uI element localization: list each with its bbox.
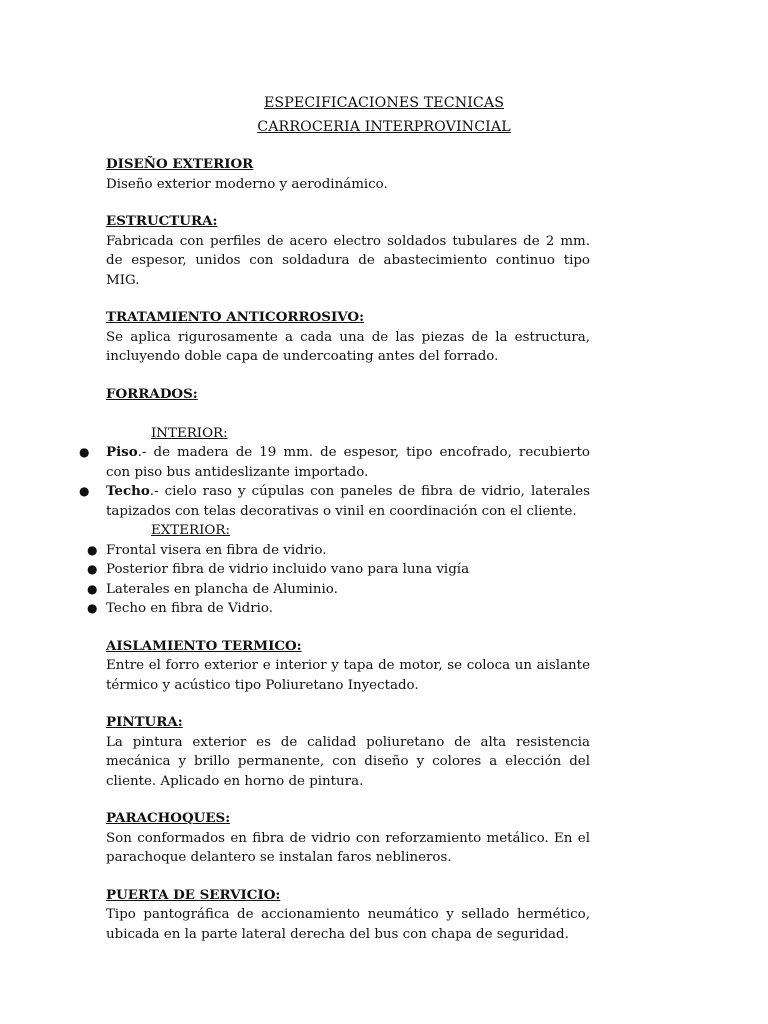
section-heading: TRATAMIENTO ANTICORROSIVO: (106, 309, 365, 325)
interior-list (79, 443, 590, 521)
section-estructura (106, 212, 590, 290)
section-text: Se aplica rigurosamente a cada una de las piezas de la estructura, incluyendo doble capa de undercoating antes del forrado. (106, 329, 590, 364)
document-title-block (0, 91, 768, 139)
item-text: Techo en fibra de Vidrio. (106, 601, 274, 616)
section-text: Diseño exterior moderno y aerodinámico. (106, 176, 388, 192)
section-diseno-exterior (106, 155, 590, 194)
section-heading: DISEÑO EXTERIOR (106, 156, 254, 172)
item-text: .- cielo raso y cúpulas con paneles de fibra de vidrio, laterales tapizados con telas decorativas o vinil en coordinación con el cliente. (106, 484, 590, 519)
document-subtitle: CARROCERIA INTERPROVINCIAL (257, 119, 511, 135)
bullet-icon: ● (87, 601, 98, 615)
item-lead: Techo (106, 483, 150, 499)
section-heading: AISLAMIENTO TERMICO: (106, 637, 302, 654)
interior-subheading: INTERIOR: (151, 425, 228, 441)
bullet-icon: ● (87, 542, 98, 557)
item-lead: Piso (106, 444, 138, 460)
bullet-icon: ● (87, 581, 98, 596)
list-item (87, 599, 590, 619)
section-text: La pintura exterior es de calidad poliuretano de alta resistencia mecánica y brillo permanente, con diseño y colores a elección del cliente. Aplicado en horno de pintura. (106, 734, 590, 789)
section-text: Fabricada con perfiles de acero electro soldados tubulares de 2 mm. de espesor, unidos con soldadura de abastecimiento continuo tipo MIG. (106, 233, 590, 288)
section-forrados (79, 385, 590, 619)
document-title: ESPECIFICACIONES TECNICAS (263, 95, 505, 111)
bullet-icon: ● (87, 562, 98, 576)
section-aislamiento-termico (106, 637, 590, 696)
item-text: .- de madera de 19 mm. de espesor, tipo encofrado, recubierto con piso bus antideslizante importado. (106, 445, 590, 480)
list-item (87, 541, 590, 561)
item-text: Frontal visera en fibra de vidrio. (106, 542, 327, 558)
item-text: Posterior fibra de vidrio incluido vano para luna vigía (106, 562, 470, 577)
section-pintura (106, 713, 590, 791)
list-item (79, 482, 590, 521)
section-text: Entre el forro exterior e interior y tapa de motor, se coloca un aislante térmico y acústico tipo Poliuretano Inyectado. (106, 658, 590, 693)
section-heading: PARACHOQUES: (106, 810, 231, 826)
exterior-subheading: EXTERIOR: (151, 523, 230, 538)
list-item (87, 560, 590, 580)
bullet-icon: ● (79, 484, 90, 498)
section-heading: ESTRUCTURA: (106, 213, 218, 229)
document-body (79, 155, 590, 962)
section-tratamiento-anticorrosivo (106, 308, 590, 367)
list-item (79, 443, 590, 482)
bullet-icon: ● (79, 445, 90, 459)
section-text: Son conformados en fibra de vidrio con reforzamiento metálico. En el parachoque delantero se instalan faros neblineros. (106, 830, 590, 865)
section-heading: PINTURA: (106, 714, 183, 730)
item-text: Laterales en plancha de Aluminio. (106, 581, 338, 597)
exterior-list (87, 541, 590, 619)
section-text: Tipo pantográfica de accionamiento neumático y sellado hermético, ubicada en la parte lateral derecha del bus con chapa de seguridad. (106, 907, 590, 942)
list-item (87, 580, 590, 600)
section-parachoques (106, 809, 590, 868)
section-puerta-de-servicio (106, 886, 590, 945)
section-heading: PUERTA DE SERVICIO: (106, 886, 281, 903)
section-heading: FORRADOS: (106, 385, 198, 402)
